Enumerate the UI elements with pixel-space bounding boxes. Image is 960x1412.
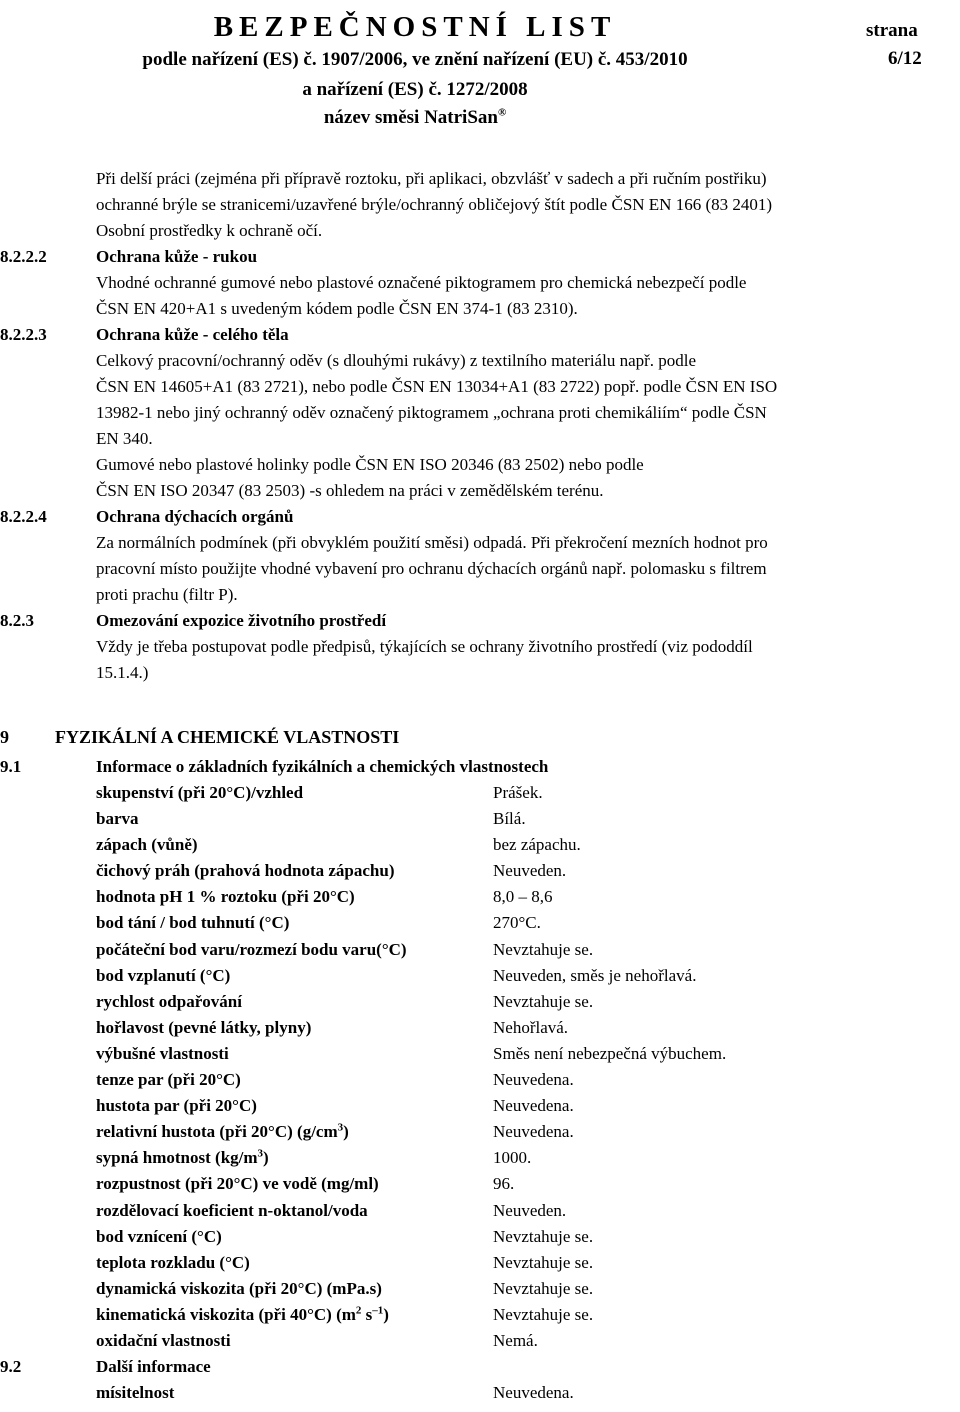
property-value: Neuvedena. — [493, 1070, 574, 1090]
section-9-heading — [0, 724, 960, 750]
property-row — [96, 910, 960, 936]
property-value: Nevztahuje se. — [493, 991, 594, 1011]
property-value: Neuveden. — [493, 861, 567, 881]
section-heading: Další informace — [96, 1357, 211, 1377]
property-row — [96, 1250, 960, 1276]
property-value: Nevztahuje se. — [493, 1278, 594, 1298]
text-line: ochranné brýle se stranicemi/uzavřené brýle/ochranný obličejový štít podle ČSN EN 166 (83 2401) — [96, 195, 773, 214]
property-row — [96, 780, 960, 806]
property-row — [96, 1015, 960, 1041]
section-number: 9 — [0, 727, 9, 747]
property-name: čichový práh (prahová hodnota zápachu) — [96, 861, 395, 881]
property-name: teplota rozkladu (°C) — [96, 1252, 250, 1272]
property-name: rozdělovací koeficient n-oktanol/voda — [96, 1200, 368, 1220]
subsection-9-2 — [0, 1354, 960, 1380]
text-line: Při delší práci (zejména při přípravě roztoku, při aplikaci, obzvlášť v sadech a při ručním postřiku) — [96, 169, 767, 188]
section-heading: Ochrana dýchacích orgánů — [96, 507, 294, 526]
property-value: Neuveden. — [493, 1200, 567, 1220]
property-row — [96, 963, 960, 989]
property-name: hustota par (při 20°C) — [96, 1096, 257, 1116]
registered-mark: ® — [497, 106, 507, 119]
text-line: 13982-1 nebo jiný ochranný oděv označený piktogramem „ochrana proti chemikáliím“ podle ČSN — [96, 403, 767, 422]
text-line: ČSN EN ISO 20347 (83 2503) -s ohledem na práci v zemědělském terénu. — [96, 481, 604, 500]
property-name: dynamická viskozita (při 20°C) (mPa.s) — [96, 1278, 382, 1298]
properties-table — [96, 780, 960, 1354]
property-name: relativní hustota (při 20°C) $(g/cm^3)$ — [96, 1121, 349, 1142]
property-name: bod vzplanutí (°C) — [96, 965, 231, 985]
property-row — [96, 1198, 960, 1224]
section-number: 8.2.2.2 — [0, 247, 47, 266]
property-value: Neuvedena. — [493, 1122, 574, 1142]
regulation-line-1: podle nařízení (ES) č. 1907/2006, ve znění nařízení (EU) č. 453/2010 — [142, 49, 688, 70]
property-name: hodnota pH 1 % roztoku (při 20°C) — [96, 887, 355, 907]
property-row — [96, 1145, 960, 1171]
subsection-9-1 — [0, 754, 960, 780]
property-value: Směs není nebezpečná výbuchem. — [493, 1043, 727, 1063]
property-row — [96, 1093, 960, 1119]
page-label: strana — [866, 20, 918, 41]
text-line: Vhodné ochranné gumové nebo plastové označené piktogramem pro chemická nebezpečí podle — [96, 273, 747, 292]
text-line: Celkový pracovní/ochranný oděv (s dlouhými rukávy) z textilního materiálu např. podle — [96, 351, 697, 370]
property-name: kinematická viskozita (při 40°C) ($m^2$ $s^{-1}$) — [96, 1304, 389, 1324]
property-row — [96, 1119, 960, 1145]
regulation-line-2: a nařízení (ES) č. 1272/2008 — [302, 79, 528, 100]
property-row — [96, 1380, 960, 1406]
property-row — [96, 1041, 960, 1067]
text-line: proti prachu (filtr P). — [96, 585, 238, 604]
property-name: tenze par (při 20°C) — [96, 1070, 241, 1090]
section-number: 8.2.2.4 — [0, 507, 47, 526]
property-value: Nevztahuje se. — [493, 1226, 594, 1246]
product-name — [0, 106, 830, 130]
section-8-2-2-4 — [0, 504, 960, 608]
property-name: oxidační vlastnosti — [96, 1330, 231, 1350]
property-value: Neuvedena. — [493, 1383, 574, 1403]
property-value: Nevztahuje se. — [493, 939, 594, 959]
property-name: bod vznícení (°C) — [96, 1226, 222, 1246]
property-row — [96, 832, 960, 858]
property-value: bez zápachu. — [493, 835, 581, 855]
properties-table-other — [96, 1380, 960, 1406]
property-row — [96, 884, 960, 910]
property-value: Neuveden, směs je nehořlavá. — [493, 965, 697, 985]
section-number: 8.2.2.3 — [0, 325, 47, 344]
property-name: rychlost odpařování — [96, 991, 242, 1011]
property-name: zápach (vůně) — [96, 835, 198, 855]
text-line: Gumové nebo plastové holinky podle ČSN EN ISO 20346 (83 2502) nebo podle — [96, 455, 644, 474]
text-line: Za normálních podmínek (při obvyklém použití směsi) odpadá. Při překročení mezních hodnot pro — [96, 533, 768, 552]
property-value: Prášek. — [493, 783, 543, 802]
section-number: 8.2.3 — [0, 611, 34, 630]
section-title: FYZIKÁLNÍ A CHEMICKÉ VLASTNOSTI — [55, 727, 400, 747]
property-name: hořlavost (pevné látky, plyny) — [96, 1017, 312, 1037]
property-value: 96. — [493, 1174, 515, 1194]
text-line: Osobní prostředky k ochraně očí. — [96, 221, 323, 240]
section-number: 9.2 — [0, 1357, 22, 1377]
property-value: Nehořlavá. — [493, 1017, 569, 1037]
property-row — [96, 1328, 960, 1354]
section-heading: Ochrana kůže - celého těla — [96, 325, 289, 344]
property-name: bod tání / bod tuhnutí (°C) — [96, 913, 290, 933]
property-value: Neuvedena. — [493, 1096, 574, 1116]
property-name: sypná hmotnost $(kg/m^3)$ — [96, 1147, 269, 1168]
property-name: skupenství (při 20°C)/vzhled — [96, 783, 304, 802]
property-name: výbušné vlastnosti — [96, 1043, 229, 1063]
text-line: EN 340. — [96, 429, 153, 448]
property-name: barva — [96, 809, 139, 829]
text-line: 15.1.4.) — [96, 663, 149, 682]
eye-protection-text — [0, 166, 960, 244]
property-row — [96, 858, 960, 884]
section-8-2-3 — [0, 608, 960, 686]
section-number: 9.1 — [0, 757, 22, 776]
text-line: Vždy je třeba postupovat podle předpisů, týkajících se ochrany životního prostředí (viz pododdíl — [96, 637, 753, 656]
property-value: Nevztahuje se. — [493, 1304, 594, 1324]
section-9 — [0, 724, 960, 1406]
page-number: 6/12 — [888, 48, 922, 69]
property-row — [96, 1302, 960, 1328]
property-row — [96, 989, 960, 1015]
section-heading: Omezování expozice životního prostředí — [96, 611, 387, 630]
property-row — [96, 1171, 960, 1197]
property-row — [96, 937, 960, 963]
section-heading: Ochrana kůže - rukou — [96, 247, 258, 266]
section-8-2-2-2 — [0, 244, 960, 322]
property-name: mísitelnost — [96, 1383, 175, 1403]
property-value: Nevztahuje se. — [493, 1252, 594, 1272]
property-row — [96, 806, 960, 832]
product-name-text: název směsi NatriSan — [323, 107, 498, 128]
property-value: Nemá. — [493, 1330, 538, 1350]
document-title: BEZPEČNOSTNÍ LIST — [213, 11, 617, 43]
text-line: ČSN EN 14605+A1 (83 2721), nebo podle ČSN EN 13034+A1 (83 2722) popř. podle ČSN EN ISO — [96, 377, 778, 396]
property-row — [96, 1224, 960, 1250]
section-8-content — [0, 166, 960, 686]
property-row — [96, 1067, 960, 1093]
text-line: pracovní místo použijte vhodné vybavení pro ochranu dýchacích orgánů např. polomasku s filtrem — [96, 559, 767, 578]
section-8-2-2-3 — [0, 322, 960, 504]
property-name: rozpustnost (při 20°C) ve vodě (mg/ml) — [96, 1174, 379, 1194]
property-value: Bílá. — [493, 809, 526, 829]
text-line: ČSN EN 420+A1 s uvedeným kódem podle ČSN EN 374-1 (83 2310). — [96, 299, 578, 318]
property-row — [96, 1276, 960, 1302]
property-value: 1000. — [493, 1148, 532, 1168]
property-value: 270°C. — [493, 913, 541, 933]
section-heading: Informace o základních fyzikálních a chemických vlastnostech — [96, 757, 549, 776]
property-name: počáteční bod varu/rozmezí bodu varu(°C) — [96, 939, 407, 959]
property-value: 8,0 – 8,6 — [493, 887, 553, 907]
